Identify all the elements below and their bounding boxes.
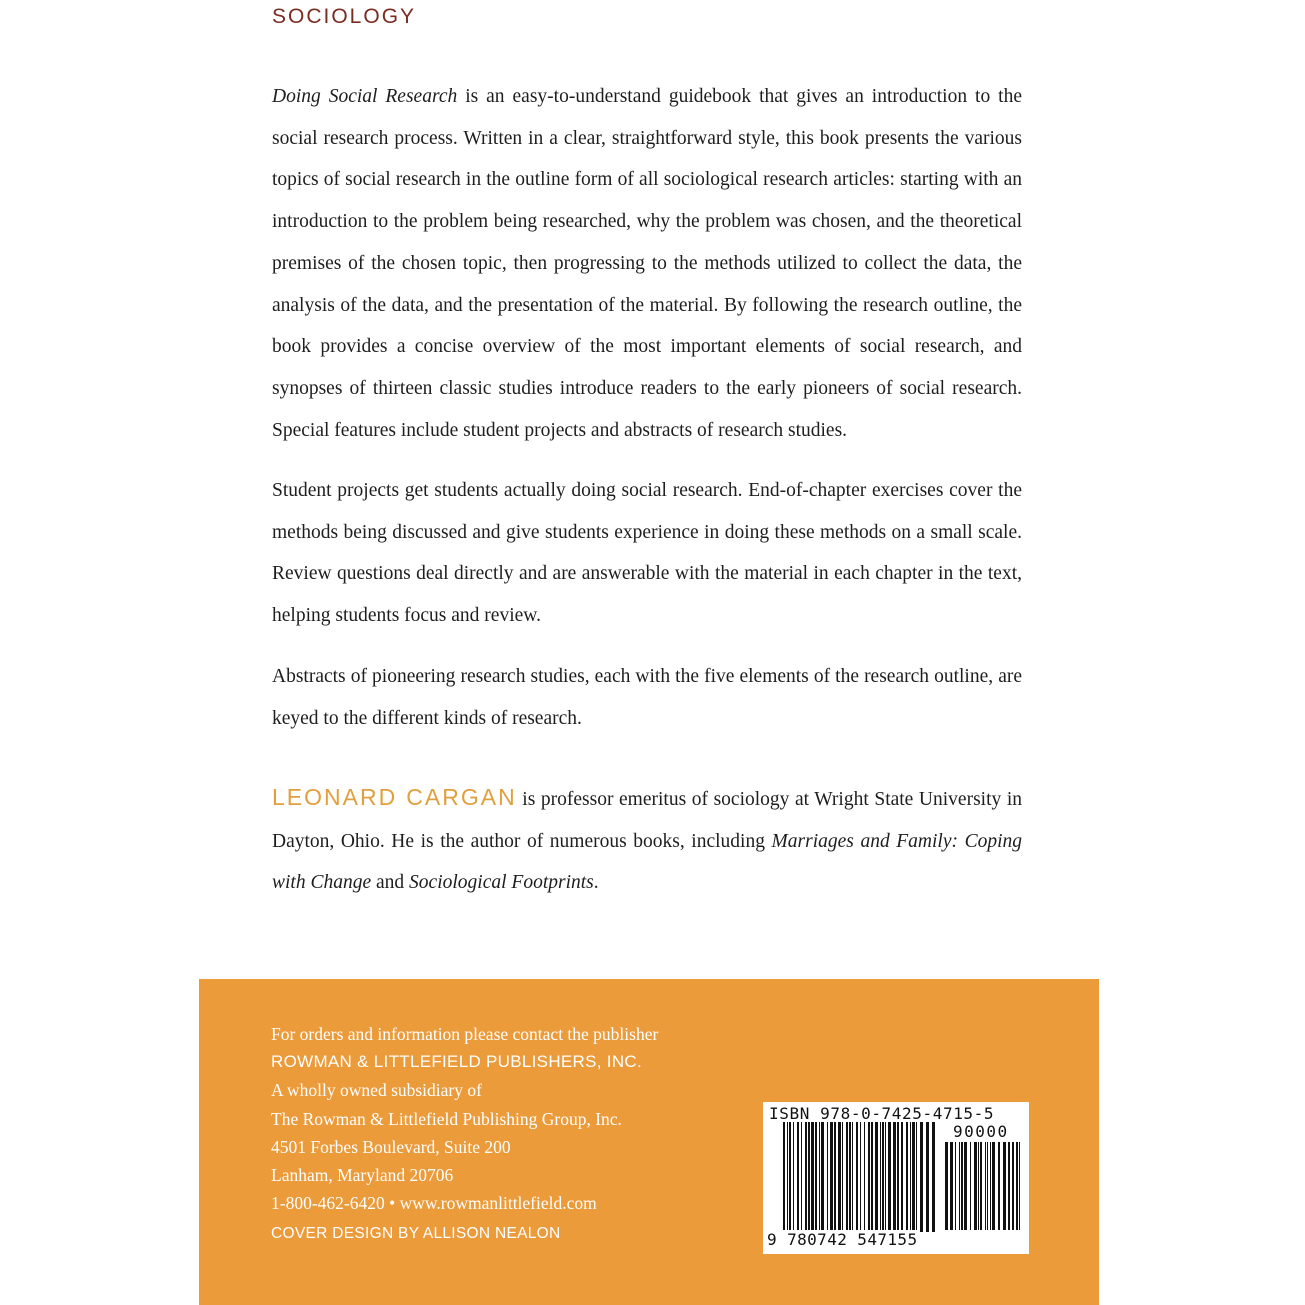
barcode-bar (1003, 1142, 1006, 1230)
barcode-bar (842, 1122, 843, 1232)
description-paragraph-2: Student projects get students actually doing social research. End-of-chapter exercises cover the methods being discussed and give students experience in doing these methods on a small scale. Review questions deal directly and are answerable with the material in each chapter in the text, helping students focus and review. (272, 480, 1022, 627)
barcode-bar (920, 1122, 923, 1232)
barcode-bar (808, 1122, 810, 1232)
description-paragraph-1 (272, 76, 1022, 451)
barcode-bar (964, 1142, 967, 1230)
barcode-bar (868, 1122, 870, 1232)
barcode-bar (998, 1142, 1000, 1230)
description-text: is an easy-to-understand guidebook that gives an introduction to the social research process. Written in a clear, straightforward style, this book presents the various topics of social research in the outline form of all sociological research articles: starting with an introduction to the problem being researched, why the problem was chosen, and the theoretical premises of the chosen topic, then progressing to the methods utilized to collect the data, the analysis of the data, and the presentation of the material. By following the research outline, the book provides a concise overview of the most important elements of social research, and synopses of thirteen classic studies introduce readers to the early pioneers of social research. Special features include student projects and abstracts of research studies. (272, 86, 1022, 441)
publisher-intro: For orders and information please contact the publisher (271, 1024, 659, 1044)
barcode-bar (838, 1122, 841, 1232)
barcode-bar (961, 1142, 963, 1230)
isbn-number: ISBN 978-0-7425-4715-5 (769, 1104, 995, 1123)
barcode-bar (797, 1122, 799, 1232)
author-bio-text-2: and (371, 872, 410, 894)
publisher-panel (199, 979, 1099, 1305)
barcode-bar (880, 1122, 881, 1232)
author-bio (272, 777, 1022, 904)
barcode-bar (852, 1122, 853, 1232)
barcode-bar (950, 1142, 953, 1230)
barcode-bar (912, 1122, 915, 1232)
barcode-bar (849, 1122, 851, 1232)
barcode-bar (856, 1122, 858, 1232)
barcode-bar (987, 1142, 988, 1230)
barcode-bar (787, 1122, 788, 1232)
category-label: SOCIOLOGY (272, 5, 417, 28)
barcode-bar (871, 1122, 873, 1232)
author-name: LEONARD CARGAN (272, 784, 517, 810)
barcode-bar (990, 1142, 991, 1230)
barcode-bar (980, 1142, 982, 1230)
barcode-bar (1019, 1142, 1020, 1230)
barcode-bar (885, 1122, 886, 1232)
author-book-2: Sociological Footprints (409, 872, 594, 894)
barcode-bar (1016, 1142, 1018, 1230)
barcode-bar (985, 1142, 986, 1230)
publisher-group: The Rowman & Littlefield Publishing Group, Inc. (271, 1108, 622, 1129)
barcode-bar (992, 1142, 995, 1230)
publisher-info (271, 1020, 658, 1249)
barcode-bar (811, 1122, 814, 1232)
author-bio-text-1: is professor emeritus of sociology at Wright State University in Dayton, Ohio. He is the author of numerous books, including (272, 789, 1022, 852)
barcode-bar (783, 1122, 785, 1232)
barcode-bar (901, 1122, 903, 1232)
barcode-bar (916, 1122, 917, 1232)
barcode-bar (819, 1122, 820, 1232)
barcode-bar (910, 1122, 911, 1232)
barcode-bar (860, 1122, 861, 1232)
barcode-digits: 9 780742 547155 (767, 1230, 918, 1249)
barcode-bar (827, 1122, 828, 1232)
publisher-name: ROWMAN & LITTLEFIELD PUBLISHERS, INC. (271, 1052, 642, 1072)
barcode-bar (793, 1122, 794, 1232)
barcode-bar (897, 1122, 899, 1232)
price-code: 90000 (953, 1122, 1009, 1141)
barcode-bar (906, 1122, 908, 1232)
barcode-bar (1008, 1142, 1010, 1230)
publisher-address-line-2: Lanham, Maryland 20706 (271, 1165, 454, 1186)
barcode-bar (970, 1142, 971, 1230)
barcode-bar (955, 1142, 956, 1230)
barcode-bar (801, 1122, 802, 1232)
barcode-bar (846, 1122, 848, 1232)
barcode-bar (815, 1122, 817, 1232)
barcode-bar (945, 1142, 948, 1230)
cover-design-credit: COVER DESIGN BY ALLISON NEALON (271, 1225, 561, 1243)
barcode-bar (805, 1122, 807, 1232)
book-title: Doing Social Research (272, 86, 458, 107)
barcode-bar (959, 1142, 960, 1230)
barcode-bar (932, 1122, 935, 1232)
barcode-bar (888, 1122, 891, 1232)
publisher-contact: 1-800-462-6420 • www.rowmanlittlefield.com (271, 1193, 597, 1214)
barcode-bar (882, 1122, 884, 1232)
publisher-subsidiary: A wholly owned subsidiary of (271, 1080, 482, 1101)
description-paragraph-3: Abstracts of pioneering research studies, each with the five elements of the research outline, are keyed to the different kinds of research. (272, 666, 1022, 729)
isbn-barcode (763, 1102, 1029, 1254)
author-bio-text-3: . (593, 872, 599, 894)
barcode-bar (875, 1122, 878, 1232)
author-book-1: Marriages and Family: Coping with Change (272, 830, 1023, 894)
barcode-bar (834, 1122, 836, 1232)
barcode-bar (864, 1122, 865, 1232)
barcode-bar (978, 1142, 979, 1230)
barcode-bar (789, 1122, 791, 1232)
barcode-bar (830, 1122, 833, 1232)
barcode-bar (821, 1122, 824, 1232)
barcode-bar (974, 1142, 977, 1230)
barcode-bar (893, 1122, 896, 1232)
publisher-address-line-1: 4501 Forbes Boulevard, Suite 200 (271, 1136, 511, 1157)
barcode-bar (1012, 1142, 1014, 1230)
barcode-bar (926, 1122, 929, 1232)
